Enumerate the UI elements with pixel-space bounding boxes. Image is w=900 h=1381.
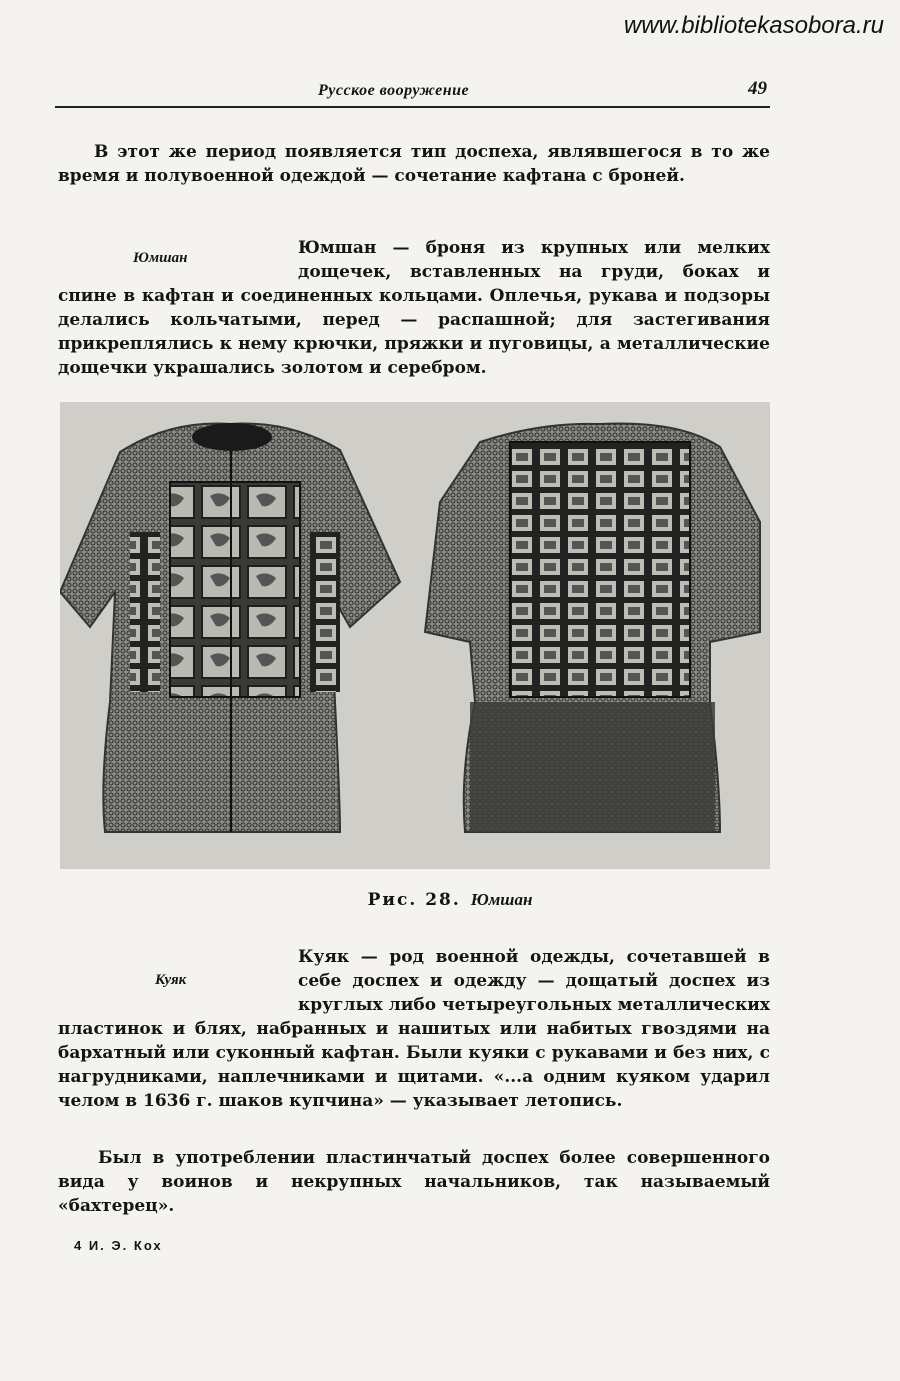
figure-caption (0, 890, 900, 910)
margin-note-yumshan: Юмшан (133, 250, 188, 266)
caption-name: Юмшан (470, 890, 533, 909)
paragraph-bakhterets: Был в употреблении пластинчатый доспех более совершенного вида у воинов и некрупных начальников, так называемый «бахтерец». (58, 1148, 770, 1216)
printer-signature: 4 И. Э. Кох (74, 1238, 163, 1253)
yumshan-armor-illustration (60, 402, 770, 869)
paragraph-intro: В этот же период появляется тип доспеха, являвшегося в то же время и полувоенной одеждой — сочетание кафтана с броней. (58, 142, 770, 186)
figure-yumshan-photo (60, 402, 770, 869)
page-number: 49 (748, 78, 767, 99)
running-header (0, 78, 900, 102)
margin-spacer (58, 945, 298, 1015)
margin-spacer (58, 236, 298, 282)
paragraph-yumshan (58, 236, 770, 380)
margin-note-kuyak: Куяк (155, 972, 187, 988)
caption-number: Рис. 28. (367, 890, 461, 910)
running-title: Русское вооружение (318, 82, 470, 99)
paragraph-kuyak (58, 945, 770, 1113)
paragraph-yumshan-text: Юмшан — броня из крупных или мелких дощечек, вставленных на груди, боках и спине в кафтан и соединенных кольцами. Оплечья, рукава и подзоры делались кольчатыми, перед — распашной; для застегивания прикреплялись к нему крючки, пряжки и пуговицы, а металлические дощечки украшались золотом и серебром. (58, 238, 770, 378)
header-rule (55, 106, 770, 108)
paragraph-kuyak-text: Куяк — род военной одежды, сочетавшей в себе доспех и одежду — дощатый доспех из круглых либо четыреугольных металлических пластинок и блях, набранных и нашитых или набитых гвоздями на бархатный или суконный кафтан. Были куяки с рукавами и без них, с нагрудниками, наплечниками и щитами. «...а одним куяком ударил челом в 1636 г. шаков купчина» — указывает летопись. (58, 947, 770, 1111)
armor-back-figure (425, 423, 760, 832)
watermark-url[interactable]: www.bibliotekasobora.ru (623, 12, 884, 39)
